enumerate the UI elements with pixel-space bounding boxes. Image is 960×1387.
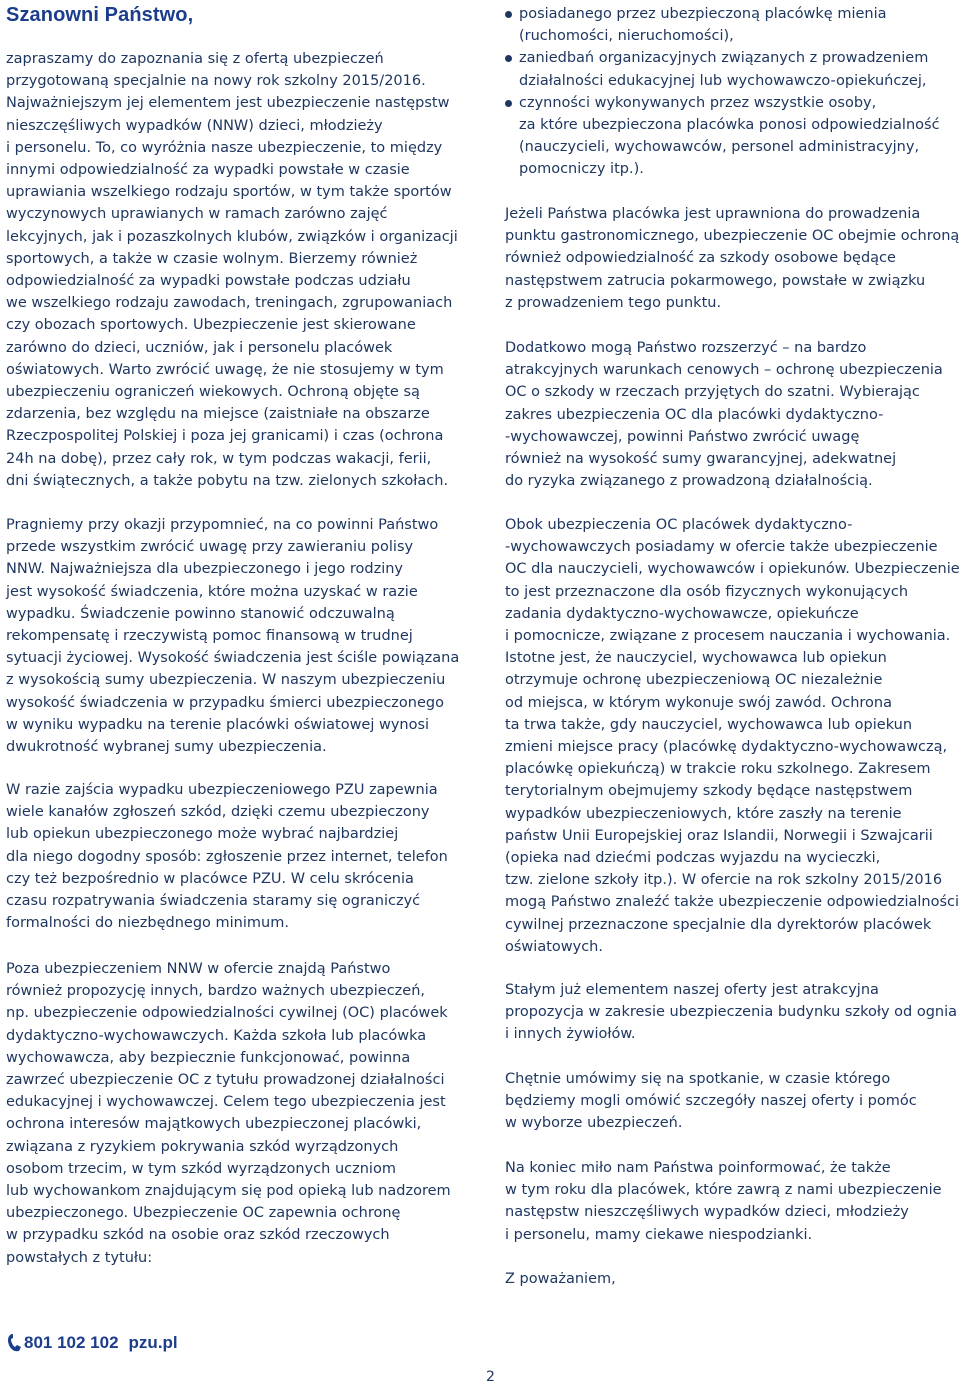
website-link[interactable]: pzu.pl	[128, 1333, 178, 1352]
cloakroom-paragraph: Dodatkowo mogą Państwo rozszerzyć – na bardzo atrakcyjnych warunkach cenowych – ochronę ubezpieczenia OC o szkody w rzeczach przyjętych do szatni. Wybierając zakres ubezpieczenia OC dla placówki dydaktyczno- -wychowawczej, powinni Państwo zwrócić uwagę również na wysokość sumy gwarancyjnej, adekwatnej do ryzyka związanego z prowadzoną działalnością.	[505, 340, 943, 490]
meeting-paragraph: Chętnie umówimy się na spotkanie, w czasie którego będziemy mogli omówić szczegóły naszej oferty i pomóc w wyborze ubezpieczeń.	[505, 1071, 917, 1132]
intro-paragraph: zapraszamy do zapoznania się z ofertą ubezpieczeń przygotowaną specjalnie na nowy rok szkolny 2015/2016. Najważniejszym jej elementem jest ubezpieczenie następstw nieszczęśliwych wypadków (NNW) dzieci, młodzieży i personelu. To, co wyróżnia nasze ubezpieczenie, to między innymi odpowiedzialność za wypadki powstałe w czasie uprawiania wszelkiego rodzaju sportów, w tym także sportów wyczynowych uprawianych w ramach zarówno zajęć lekcyjnych, jak i pozaszkolnych klubów, związków i organizacji sportowych, a także w czasie wolnym. Bierzemy również odpowiedzialność za wypadki powstałe podczas udziału we wszelkiego rodzaju zawodach, treningach, zgrupowaniach czy obozach sportowych. Ubezpieczenie jest skierowane zarówno do dzieci, uczniów, jak i personelu placówek oświatowych. Warto zwrócić uwagę, że nie stosujemy w tym ubezpieczeniu ograniczeń wiekowych. Ochroną objęte są zdarzenia, bez względu na miejsce (zaistniałe na obszarze Rzeczpospolitej Polskiej i poza jej granicami) i czas (ochrona 24h na dobę), przez cały rok, w tym podczas wakacji, ferii, dni świątecznych, a także pobytu na tzw. zielonych szkołach.	[6, 51, 458, 489]
list-item: czynności wykonywanych przez wszystkie osoby, za które ubezpieczona placówka ponosi odpowiedzialność (nauczycieli, wychowawców, personel administracyjny, pomocniczy itp.).	[505, 92, 940, 181]
building-insurance-paragraph: Stałym już elementem naszej oferty jest atrakcyjna propozycja w zakresie ubezpieczenia budynku szkoły od ognia i innych żywiołów.	[505, 982, 958, 1043]
greeting-heading: Szanowni Państwo,	[6, 4, 194, 26]
phone-number[interactable]: 801 102 102	[24, 1333, 119, 1352]
oc-insurance-paragraph: Poza ubezpieczeniem NNW w ofercie znajdą Państwo również propozycję innych, bardzo ważnych ubezpieczeń, np. ubezpieczenie odpowiedzialności cywilnej (OC) placówek dydaktyczno-wychowawczych. Każda szkoła lub placówka wychowawcza, aby bezpiecznie funkcjonować, powinna zawrzeć ubezpieczenie OC z tytułu prowadzonej działalności edukacyjnej i wychowawczej. Celem tego ubezpieczenia jest ochrona interesów majątkowych ubezpieczonej placówki, związana z ryzykiem pokrywania szkód wyrządzonych osobom trzecim, w tym szkód wyrządzonych uczniom lub wychowankom znajdującym się pod opieką lub nadzorem ubezpieczonego. Ubezpieczenie OC zapewnia ochronę w przypadku szkód na osobie oraz szkód rzeczowych powstałych z tytułu:	[6, 961, 451, 1266]
list-item: zaniedbań organizacyjnych związanych z prowadzeniem działalności edukacyjnej lub wychowawczo-opiekuńczej,	[505, 47, 940, 91]
phone-handset-icon	[6, 1333, 22, 1353]
nnw-benefit-paragraph: Pragniemy przy okazji przypomnieć, na co powinni Państwo przede wszystkim zwrócić uwagę przy zawieraniu polisy NNW. Najważniejsza dla ubezpieczonego i jego rodziny jest wysokość świadczenia, które można uzyskać w razie wypadku. Świadczenie powinno stanowić odczuwalną rekompensatę i rzeczywistą pomoc finansową w trudnej sytuacji życiowej. Wysokość świadczenia jest ściśle powiązana z wysokością sumy ubezpieczenia. W naszym ubezpieczeniu wysokość świadczenia w przypadku śmierci ubezpieczonego w wyniku wypadku na terenie placówki oświatowej wynosi dwukrotność wybranej sumy ubezpieczenia.	[6, 517, 460, 756]
closing-paragraph: Na koniec miło nam Państwa poinformować, że także w tym roku dla placówek, które zawrą z nami ubezpieczenie następstw nieszczęśliwych wypadków dzieci, młodzieży i personelu, mamy ciekawe niespodzianki.	[505, 1160, 942, 1243]
signoff: Z poważaniem,	[505, 1271, 616, 1287]
page-number: 2	[486, 1369, 495, 1385]
list-item: posiadanego przez ubezpieczoną placówkę mienia (ruchomości, nieruchomości),	[505, 3, 940, 47]
oc-coverage-list	[505, 3, 940, 181]
claims-paragraph: W razie zajścia wypadku ubezpieczeniowego PZU zapewnia wiele kanałów zgłoszeń szkód, dzięki czemu ubezpieczony lub opiekun ubezpieczonego może wybrać najbardziej dla niego dogodny sposób: zgłoszenie przez internet, telefon czy też bezpośrednio w placówce PZU. W celu skrócenia czasu rozpatrywania świadczenia staramy się ograniczyć formalności do niezbędnego minimum.	[6, 782, 448, 932]
footer-contact	[6, 1333, 178, 1353]
teachers-oc-paragraph: Obok ubezpieczenia OC placówek dydaktyczno- -wychowawczych posiadamy w ofercie także ubezpieczenie OC dla nauczycieli, wychowawców i opiekunów. Ubezpieczenie to jest przeznaczone dla osób fizycznych wykonujących zadania dydaktyczno-wychowawcze, opiekuńcze i pomocnicze, związane z procesem nauczania i wychowania. Istotne jest, że nauczyciel, wychowawca lub opiekun otrzymuje ochronę ubezpieczeniową OC niezależnie od miejsca, w którym wykonuje swój zawód. Ochrona ta trwa także, gdy nauczyciel, wychowawca lub opiekun zmieni miejsce pracy (placówkę dydaktyczno-wychowawczą, placówkę opiekuńczą) w trakcie roku szkolnego. Zakresem terytorialnym obejmujemy szkody będące następstwem wypadków ubezpieczeniowych, które zaszły na terenie państw Unii Europejskiej oraz Islandii, Norwegii i Szwajcarii (opieka nad dziećmi podczas wyjazdu na wycieczki, tzw. zielone szkoły itp.). W ofercie na rok szkolny 2015/2016 mogą Państwo znaleźć także ubezpieczenie odpowiedzialności cywilnej przeznaczone specjalnie dla dyrektorów placówek oświatowych.	[505, 517, 960, 955]
gastronomy-paragraph: Jeżeli Państwa placówka jest uprawniona do prowadzenia punktu gastronomicznego, ubezpieczenie OC obejmie ochroną również odpowiedzialność za szkody osobowe będące następstwem zatrucia pokarmowego, powstałe w związku z prowadzeniem tego punktu.	[505, 206, 960, 311]
